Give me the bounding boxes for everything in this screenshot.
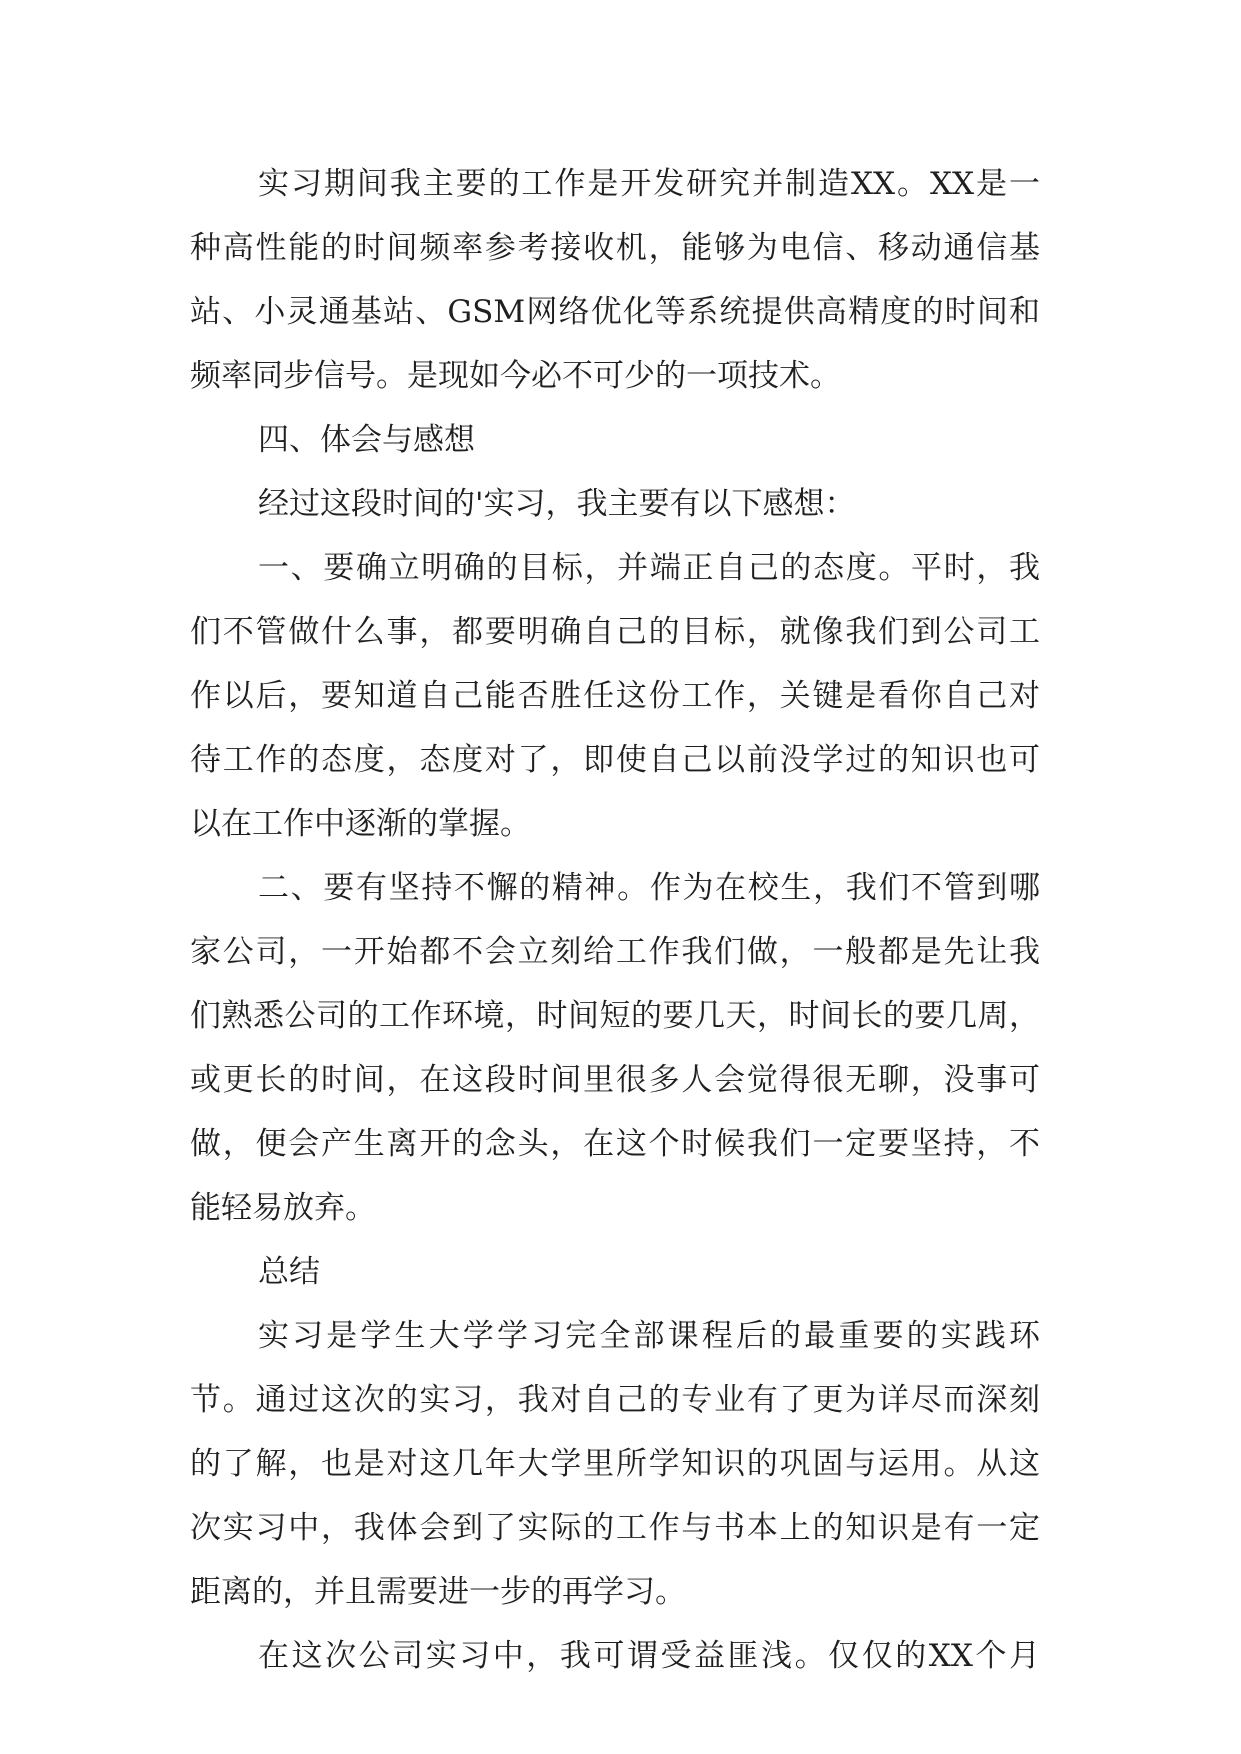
paragraph-line: 们熟悉公司的工作环境，时间短的要几天，时间长的要几周，	[190, 998, 1040, 1034]
paragraph-line: 待工作的态度，态度对了，即使自己以前没学过的知识也可	[190, 742, 1040, 778]
paragraph-line: 们不管做什么事，都要明确自己的目标，就像我们到公司工	[190, 614, 1040, 650]
paragraph-line: 以在工作中逐渐的掌握。	[190, 806, 531, 842]
paragraph-line: 频率同步信号。是现如今必不可少的一项技术。	[190, 358, 841, 394]
paragraph-line: 或更长的时间，在这段时间里很多人会觉得很无聊，没事可	[190, 1062, 1040, 1098]
paragraph-line: 家公司，一开始都不会立刻给工作我们做，一般都是先让我	[190, 934, 1040, 970]
paragraph-line: 次实习中，我体会到了实际的工作与书本上的知识是有一定	[190, 1510, 1040, 1546]
paragraph-line: 实习期间我主要的工作是开发研究并制造XX。XX是一	[258, 166, 1040, 202]
paragraph-line: 经过这段时间的'实习，我主要有以下感想：	[258, 486, 856, 522]
paragraph-line: 二、要有坚持不懈的精神。作为在校生，我们不管到哪	[258, 870, 1040, 906]
paragraph-line: 种高性能的时间频率参考接收机，能够为电信、移动通信基	[190, 230, 1040, 266]
paragraph-line: 做，便会产生离开的念头，在这个时候我们一定要坚持，不	[190, 1126, 1040, 1162]
paragraph-line: 距离的，并且需要进一步的再学习。	[190, 1574, 686, 1610]
paragraph-line: 在这次公司实习中，我可谓受益匪浅。仅仅的XX个月	[258, 1638, 1040, 1674]
paragraph-line: 节。通过这次的实习，我对自己的专业有了更为详尽而深刻	[190, 1382, 1040, 1418]
paragraph-line: 站、小灵通基站、GSM网络优化等系统提供高精度的时间和	[190, 294, 1040, 330]
section-heading: 四、体会与感想	[258, 422, 475, 458]
paragraph-line: 一、要确立明确的目标，并端正自己的态度。平时，我	[258, 550, 1040, 586]
section-heading: 总结	[258, 1254, 320, 1290]
paragraph-line: 作以后，要知道自己能否胜任这份工作，关键是看你自己对	[190, 678, 1040, 714]
paragraph-line: 能轻易放弃。	[190, 1190, 376, 1226]
paragraph-line: 实习是学生大学学习完全部课程后的最重要的实践环	[258, 1318, 1040, 1354]
paragraph-line: 的了解，也是对这几年大学里所学知识的巩固与运用。从这	[190, 1446, 1040, 1482]
